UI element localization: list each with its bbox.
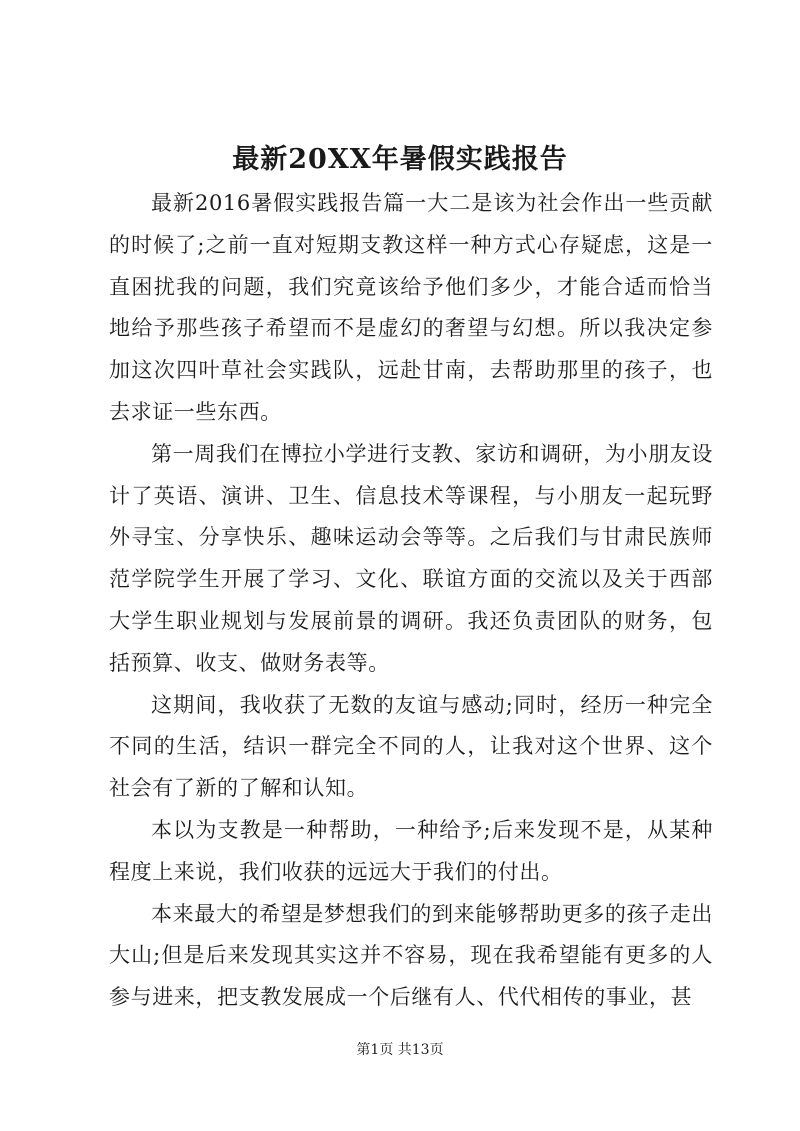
paragraph-3: 这期间，我收获了无数的友谊与感动;同时，经历一种完全不同的生活，结识一群完全不同的人，让我对这个世界、这个社会有了新的了解和认知。 — [109, 692, 713, 801]
paragraph-4: 本以为支教是一种帮助，一种给予;后来发现不是，从某种程度上来说，我们收获的远远大于我们的付出。 — [109, 817, 713, 884]
document-title: 最新20XX年暑假实践报告 — [232, 144, 568, 175]
paragraph-1: 最新2016暑假实践报告篇一大二是该为社会作出一些贡献的时候了;之前一直对短期支教这样一种方式心存疑虑，这是一直困扰我的问题，我们究竟该给予他们多少，才能合适而恰当地给予那些孩子希望而不是虚幻的奢望与幻想。所以我决定参加这次四叶草社会实践队，远赴甘南，去帮助那里的孩子，也去求证一些东西。 — [109, 191, 713, 424]
document-body — [109, 183, 713, 1019]
paragraph-5: 本来最大的希望是梦想我们的到来能够帮助更多的孩子走出大山;但是后来发现其实这并不容易，现在我希望能有更多的人参与进来，把支教发展成一个后继有人、代代相传的事业，甚 — [109, 901, 713, 1010]
paragraph-2: 第一周我们在博拉小学进行支教、家访和调研，为小朋友设计了英语、演讲、卫生、信息技术等课程，与小朋友一起玩野外寻宝、分享快乐、趣味运动会等等。之后我们与甘肃民族师范学院学生开展了学习、文化、联谊方面的交流以及关于西部大学生职业规划与发展前景的调研。我还负责团队的财务，包括预算、收支、做财务表等。 — [109, 441, 713, 675]
page-number-footer: 第1页 共13页 — [356, 1042, 444, 1058]
